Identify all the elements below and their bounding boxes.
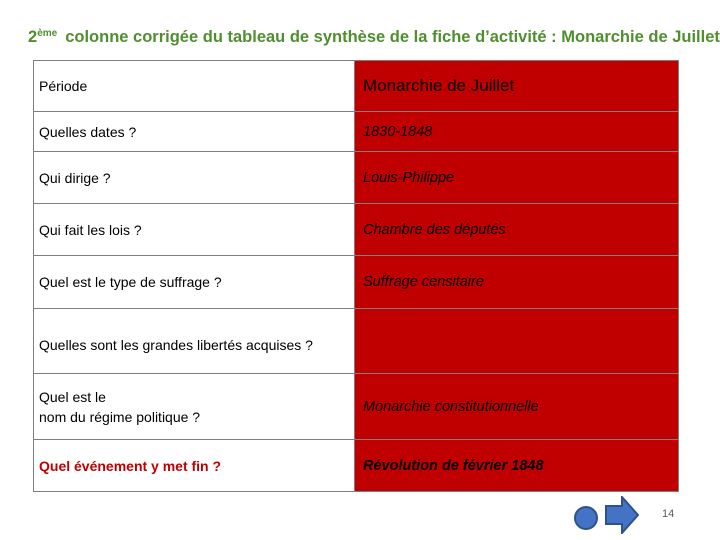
table-row — [34, 112, 679, 152]
row-question: Période — [34, 61, 355, 112]
row-question — [34, 374, 355, 440]
row-question: Qui fait les lois ? — [34, 204, 355, 256]
table-row — [34, 256, 679, 309]
table-row — [34, 61, 679, 112]
synthesis-table — [33, 60, 679, 492]
slide-title — [28, 28, 720, 47]
title-ordinal-number: 2 — [28, 28, 38, 46]
page-number: 14 — [662, 508, 675, 520]
table-row — [34, 374, 679, 440]
row-question — [34, 309, 355, 374]
row-answer — [355, 309, 679, 374]
row-answer: Louis-Philippe — [355, 152, 679, 204]
title-ordinal-suffix: ème — [37, 28, 58, 39]
right-arrow-icon[interactable] — [605, 496, 639, 534]
row-answer: Suffrage censitaire — [355, 256, 679, 309]
row-answer: Monarchie constitutionnelle — [355, 374, 679, 440]
table-row — [34, 204, 679, 256]
row-answer: Chambre des députés — [355, 204, 679, 256]
row-question-text: Quelles sont les grandes libertés acquises ? — [39, 337, 313, 353]
row-answer: Révolution de février 1848 — [355, 440, 679, 492]
row-answer: Monarchie de Juillet — [355, 61, 679, 112]
row-question: Qui dirige ? — [34, 152, 355, 204]
row-question-line: nom du régime politique ? — [39, 408, 201, 425]
row-answer: 1830-1848 — [355, 112, 679, 152]
table-row — [34, 440, 679, 492]
row-question: Quelles dates ? — [34, 112, 355, 152]
row-question-line: Quel est le — [39, 388, 106, 405]
row-question: Quel est le type de suffrage ? — [34, 256, 355, 309]
row-question: Quel événement y met fin ? — [34, 440, 355, 492]
table-row — [34, 309, 679, 374]
table-row — [34, 152, 679, 204]
circle-icon[interactable] — [574, 506, 598, 530]
title-text: colonne corrigée du tableau de synthèse de la fiche d’activité : Monarchie de Juillet — [65, 28, 720, 46]
